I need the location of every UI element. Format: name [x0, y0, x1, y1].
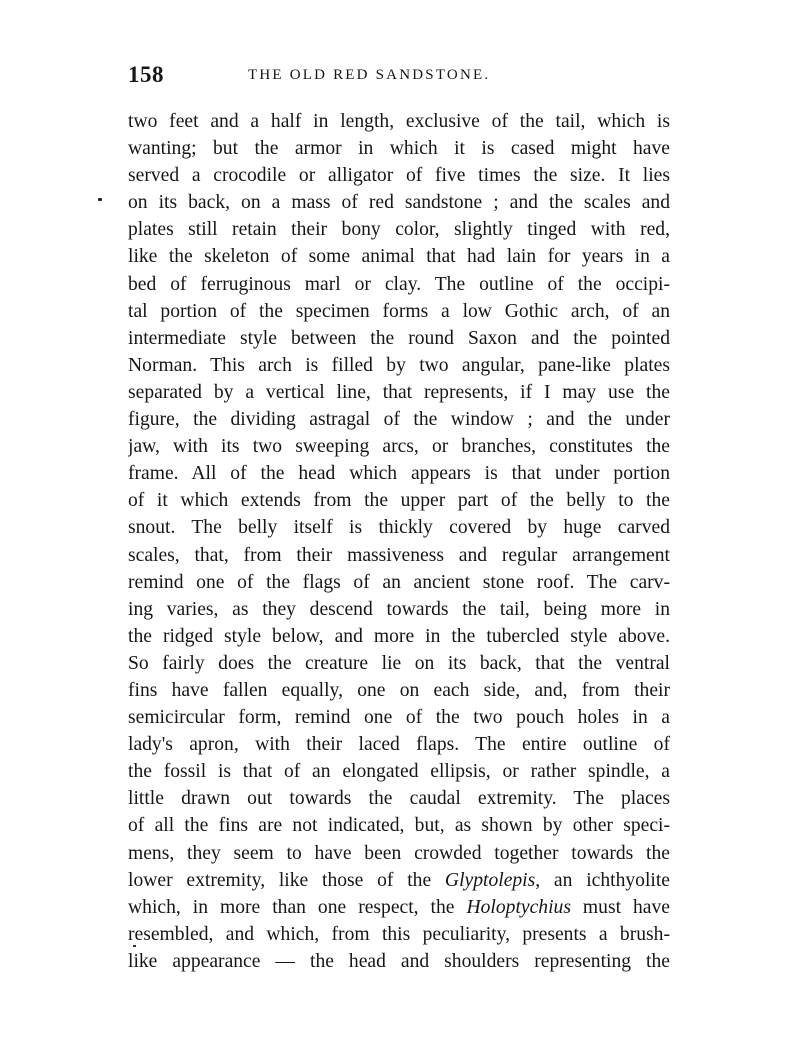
text-line: the fossil is that of an elongated ellipsis, or rather spindle, a: [128, 761, 670, 783]
text-line: ing varies, as they descend towards the tail, being more in: [128, 598, 670, 620]
running-head: [128, 62, 670, 90]
margin-mark: [98, 198, 102, 201]
text-line: mens, they seem to have been crowded together towards the: [128, 842, 670, 864]
text-line: on its back, on a mass of red sandstone ; and the scales and: [128, 192, 670, 214]
text-line: [128, 867, 670, 894]
text-line: fins have fallen equally, one on each side, and, from their: [128, 679, 670, 701]
italic-term: Glyptolepis: [444, 869, 536, 891]
text-line: semicircular form, remind one of the two pouch holes in a: [128, 707, 670, 729]
text-line: served a crocodile or alligator of five times the size. It lies: [128, 165, 670, 187]
text-line: scales, that, from their massiveness and regular arrangement: [128, 544, 670, 566]
text-line: snout. The belly itself is thickly covered by huge carved: [128, 517, 670, 539]
text-line: remind one of the flags of an ancient stone roof. The carv-: [128, 571, 670, 593]
text-line: two feet and a half in length, exclusive of the tail, which is: [128, 111, 670, 132]
text-line: jaw, with its two sweeping arcs, or branches, constitutes the: [128, 436, 670, 458]
text-line: bed of ferruginous marl or clay. The outline of the occipi-: [128, 273, 670, 295]
text-line: like appearance — the head and shoulders representing the: [128, 950, 670, 972]
text-line: resembled, and which, from this peculiarity, presents a brush-: [128, 923, 670, 945]
text-run: must have: [570, 896, 670, 918]
running-title: THE OLD RED SANDSTONE.: [248, 67, 491, 83]
text-line: like the skeleton of some animal that had lain for years in a: [128, 246, 670, 268]
text-line: frame. All of the head which appears is that under portion: [128, 463, 670, 485]
text-run: which, in more than one respect, the: [128, 896, 467, 918]
speck-mark: [133, 945, 136, 947]
text-line: separated by a vertical line, that represents, if I may use the: [128, 381, 670, 403]
text-line: the ridged style below, and more in the tubercled style above.: [128, 625, 670, 647]
body-text: [128, 108, 670, 975]
text-run: , an ichthyolite: [535, 869, 670, 891]
text-line: plates still retain their bony color, slightly tinged with red,: [128, 219, 670, 241]
text-line: of all the fins are not indicated, but, as shown by other speci-: [128, 815, 670, 837]
text-line: figure, the dividing astragal of the window ; and the under: [128, 409, 670, 431]
text-line: Norman. This arch is filled by two angular, pane-like plates: [128, 354, 670, 376]
text-line: So fairly does the creature lie on its back, that the ventral: [128, 652, 670, 674]
text-line: little drawn out towards the caudal extremity. The places: [128, 788, 670, 810]
text-line: of it which extends from the upper part of the belly to the: [128, 490, 670, 512]
page-number: 158: [128, 62, 164, 87]
text-line: tal portion of the specimen forms a low Gothic arch, of an: [128, 300, 670, 322]
text-run: lower extremity, like those of the: [128, 869, 445, 891]
italic-term: Holoptychius: [466, 896, 571, 918]
text-line: lady's apron, with their laced flaps. The entire outline of: [128, 734, 670, 756]
text-line: intermediate style between the round Saxon and the pointed: [128, 327, 670, 349]
text-line: wanting; but the armor in which it is cased might have: [128, 138, 670, 160]
text-line: [128, 894, 670, 921]
